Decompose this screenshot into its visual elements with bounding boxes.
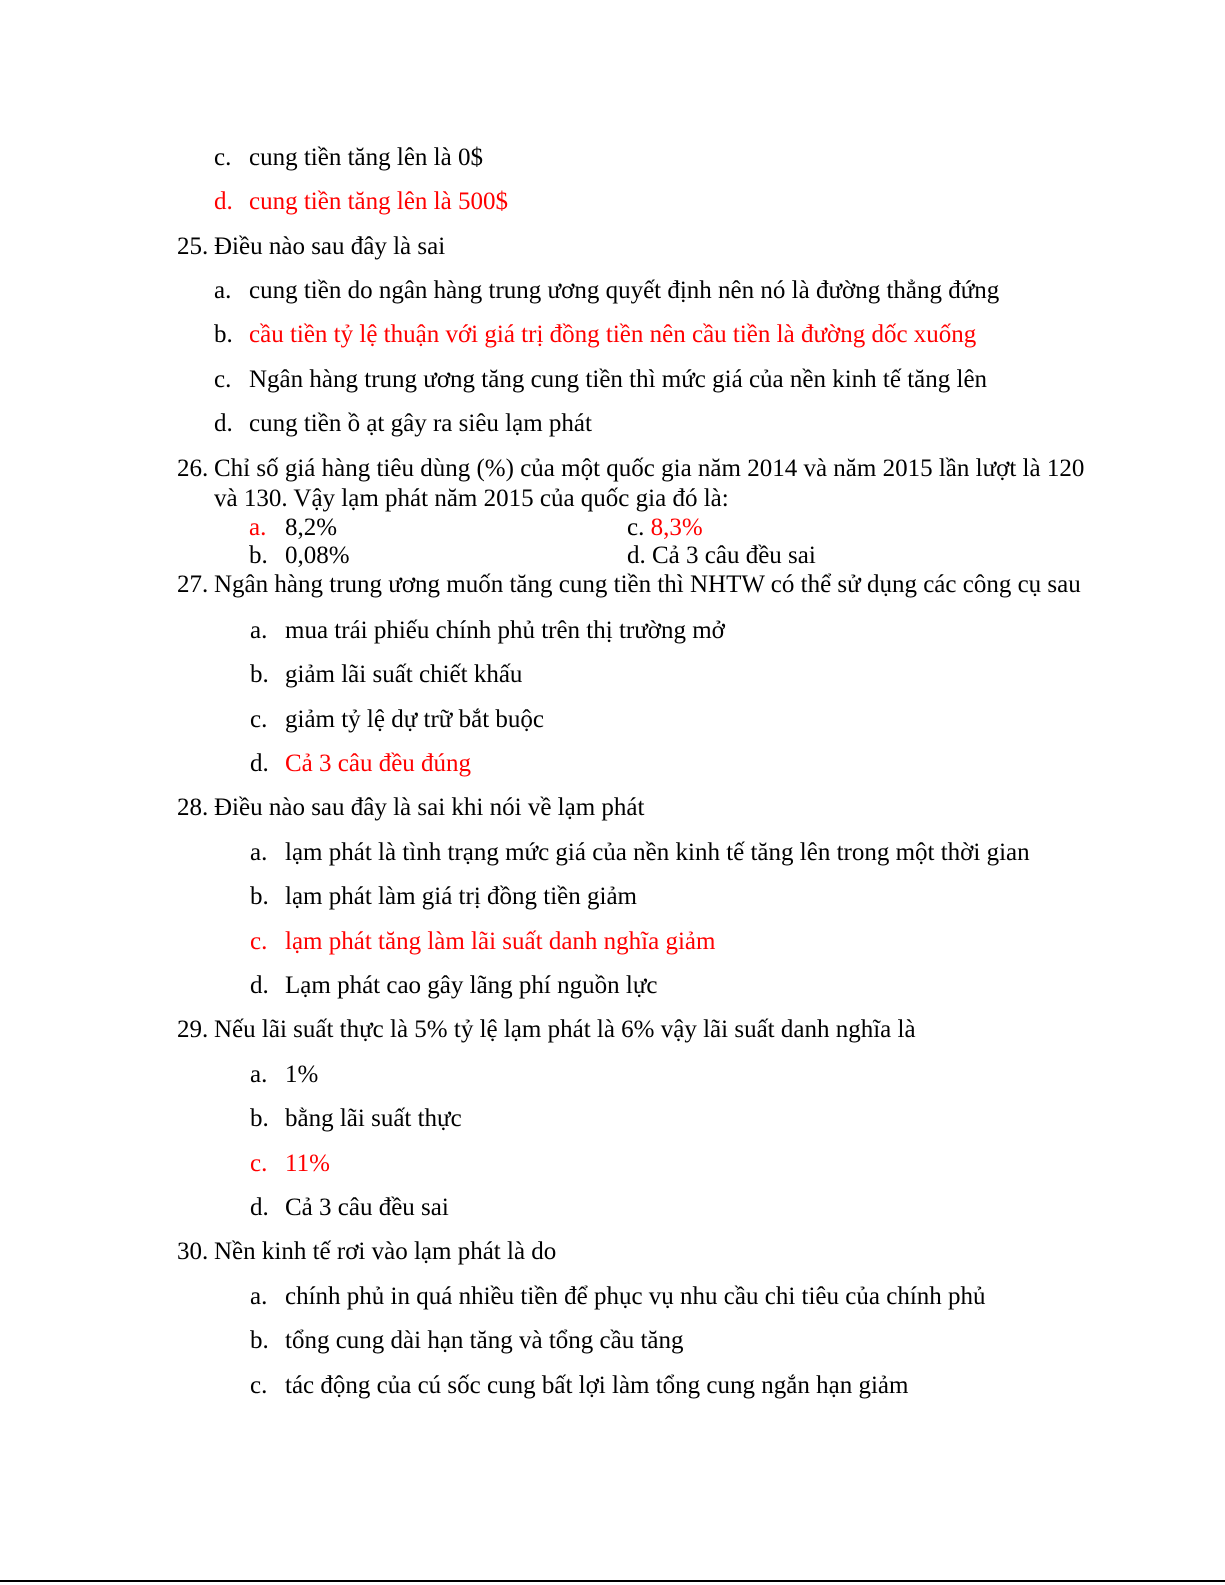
question-number: 28. bbox=[177, 794, 209, 821]
option-text: 0,08% bbox=[285, 542, 350, 569]
option-letter: d. bbox=[627, 542, 646, 569]
option-text: Lạm phát cao gây lãng phí nguồn lực bbox=[285, 972, 658, 999]
q26-option-c bbox=[627, 513, 703, 543]
option-text: cung tiền do ngân hàng trung ương quyết định nên nó là đường thẳng đứng bbox=[249, 277, 1000, 304]
question-text: Điều nào sau đây là sai khi nói về lạm phát bbox=[214, 794, 645, 821]
option-text: chính phủ in quá nhiều tiền để phục vụ nhu cầu chi tiêu của chính phủ bbox=[285, 1283, 986, 1310]
q25-option-a bbox=[214, 276, 1000, 306]
option-text: giảm lãi suất chiết khấu bbox=[285, 661, 523, 688]
option-text: Cả 3 câu đều sai bbox=[285, 1194, 449, 1221]
option-text: lạm phát làm giá trị đồng tiền giảm bbox=[285, 883, 638, 910]
option-text: lạm phát là tình trạng mức giá của nền kinh tế tăng lên trong một thời gian bbox=[285, 839, 1030, 866]
option-letter: b. bbox=[250, 1327, 269, 1354]
option-letter: c. bbox=[250, 1150, 268, 1177]
question-text: Nếu lãi suất thực là 5% tỷ lệ lạm phát là 6% vậy lãi suất danh nghĩa là bbox=[214, 1016, 916, 1043]
option-letter: b. bbox=[250, 1105, 269, 1132]
q26-option-b bbox=[249, 541, 350, 571]
q30-question bbox=[177, 1237, 557, 1267]
question-number: 26. bbox=[177, 455, 209, 482]
option-text: tổng cung dài hạn tăng và tổng cầu tăng bbox=[285, 1327, 684, 1354]
option-text: Ngân hàng trung ương tăng cung tiền thì mức giá của nền kinh tế tăng lên bbox=[249, 366, 988, 393]
question-text: Ngân hàng trung ương muốn tăng cung tiền thì NHTW có thể sử dụng các công cụ sau bbox=[214, 571, 1081, 598]
q28-option-d bbox=[250, 971, 658, 1001]
q29-option-d bbox=[250, 1193, 449, 1223]
option-text: cung tiền tăng lên là 500$ bbox=[249, 188, 508, 215]
q25-question bbox=[177, 232, 446, 262]
q26-option-a bbox=[249, 513, 338, 543]
q25-option-c bbox=[214, 365, 988, 395]
q29-question bbox=[177, 1015, 916, 1045]
q24-option-c bbox=[214, 143, 483, 173]
option-letter: d. bbox=[214, 410, 233, 437]
q28-option-b bbox=[250, 882, 638, 912]
option-text: 11% bbox=[285, 1150, 330, 1177]
option-letter: c. bbox=[627, 514, 645, 541]
option-letter: a. bbox=[250, 1061, 268, 1088]
option-letter: c. bbox=[250, 1372, 268, 1399]
question-number: 29. bbox=[177, 1016, 209, 1043]
option-letter: b. bbox=[249, 542, 268, 569]
q30-option-b bbox=[250, 1326, 684, 1356]
q29-option-c bbox=[250, 1149, 330, 1179]
option-text: Cả 3 câu đều đúng bbox=[285, 750, 472, 777]
q26-option-d bbox=[627, 541, 816, 571]
option-text: lạm phát tăng làm lãi suất danh nghĩa giảm bbox=[285, 928, 716, 955]
option-text: giảm tỷ lệ dự trữ bắt buộc bbox=[285, 706, 544, 733]
q27-option-d bbox=[250, 749, 472, 779]
option-letter: d. bbox=[250, 972, 269, 999]
option-letter: a. bbox=[214, 277, 232, 304]
q30-option-c bbox=[250, 1371, 909, 1401]
option-letter: b. bbox=[250, 661, 269, 688]
option-text: cung tiền tăng lên là 0$ bbox=[249, 144, 483, 171]
q27-option-b bbox=[250, 660, 523, 690]
option-letter: c. bbox=[214, 366, 232, 393]
option-text: mua trái phiếu chính phủ trên thị trường mở bbox=[285, 617, 725, 644]
q28-option-c bbox=[250, 927, 716, 957]
option-text: 8,2% bbox=[285, 514, 338, 541]
q24-option-d bbox=[214, 187, 508, 217]
q25-option-d bbox=[214, 409, 592, 439]
question-text-line1: Chỉ số giá hàng tiêu dùng (%) của một quốc gia năm 2014 và năm 2015 lần lượt là 120 bbox=[214, 455, 1085, 482]
option-letter: a. bbox=[250, 839, 268, 866]
option-text: 8,3% bbox=[650, 514, 703, 541]
option-letter: d. bbox=[214, 188, 233, 215]
option-letter: c. bbox=[250, 928, 268, 955]
q27-option-c bbox=[250, 705, 544, 735]
option-text: tác động của cú sốc cung bất lợi làm tổng cung ngắn hạn giảm bbox=[285, 1372, 909, 1399]
q28-option-a bbox=[250, 838, 1030, 868]
q29-option-a bbox=[250, 1060, 319, 1090]
option-letter: d. bbox=[250, 1194, 269, 1221]
q27-question bbox=[177, 570, 1081, 600]
option-letter: d. bbox=[250, 750, 269, 777]
q27-option-a bbox=[250, 616, 725, 646]
option-text: cung tiền ồ ạt gây ra siêu lạm phát bbox=[249, 410, 592, 437]
q25-option-b bbox=[214, 320, 977, 350]
option-text: Cả 3 câu đều sai bbox=[652, 542, 816, 569]
question-number: 30. bbox=[177, 1238, 209, 1265]
option-letter: b. bbox=[250, 883, 269, 910]
page-bottom-rule bbox=[0, 1580, 1225, 1582]
option-letter: a. bbox=[250, 1283, 268, 1310]
question-text: Nền kinh tế rơi vào lạm phát là do bbox=[214, 1238, 557, 1265]
option-text: 1% bbox=[285, 1061, 319, 1088]
q29-option-b bbox=[250, 1104, 462, 1134]
option-text: cầu tiền tỷ lệ thuận với giá trị đồng tiền nên cầu tiền là đường dốc xuống bbox=[249, 321, 977, 348]
q26-question-continuation bbox=[214, 484, 729, 514]
option-letter: a. bbox=[249, 514, 267, 541]
question-number: 25. bbox=[177, 233, 209, 260]
q26-question bbox=[177, 454, 1085, 484]
option-letter: c. bbox=[214, 144, 232, 171]
question-number: 27. bbox=[177, 571, 209, 598]
question-text: Điều nào sau đây là sai bbox=[214, 233, 446, 260]
option-letter: c. bbox=[250, 706, 268, 733]
question-text-line2: và 130. Vậy lạm phát năm 2015 của quốc gia đó là: bbox=[214, 485, 729, 512]
option-text: bằng lãi suất thực bbox=[285, 1105, 462, 1132]
q30-option-a bbox=[250, 1282, 986, 1312]
option-letter: a. bbox=[250, 617, 268, 644]
option-letter: b. bbox=[214, 321, 233, 348]
q28-question bbox=[177, 793, 645, 823]
